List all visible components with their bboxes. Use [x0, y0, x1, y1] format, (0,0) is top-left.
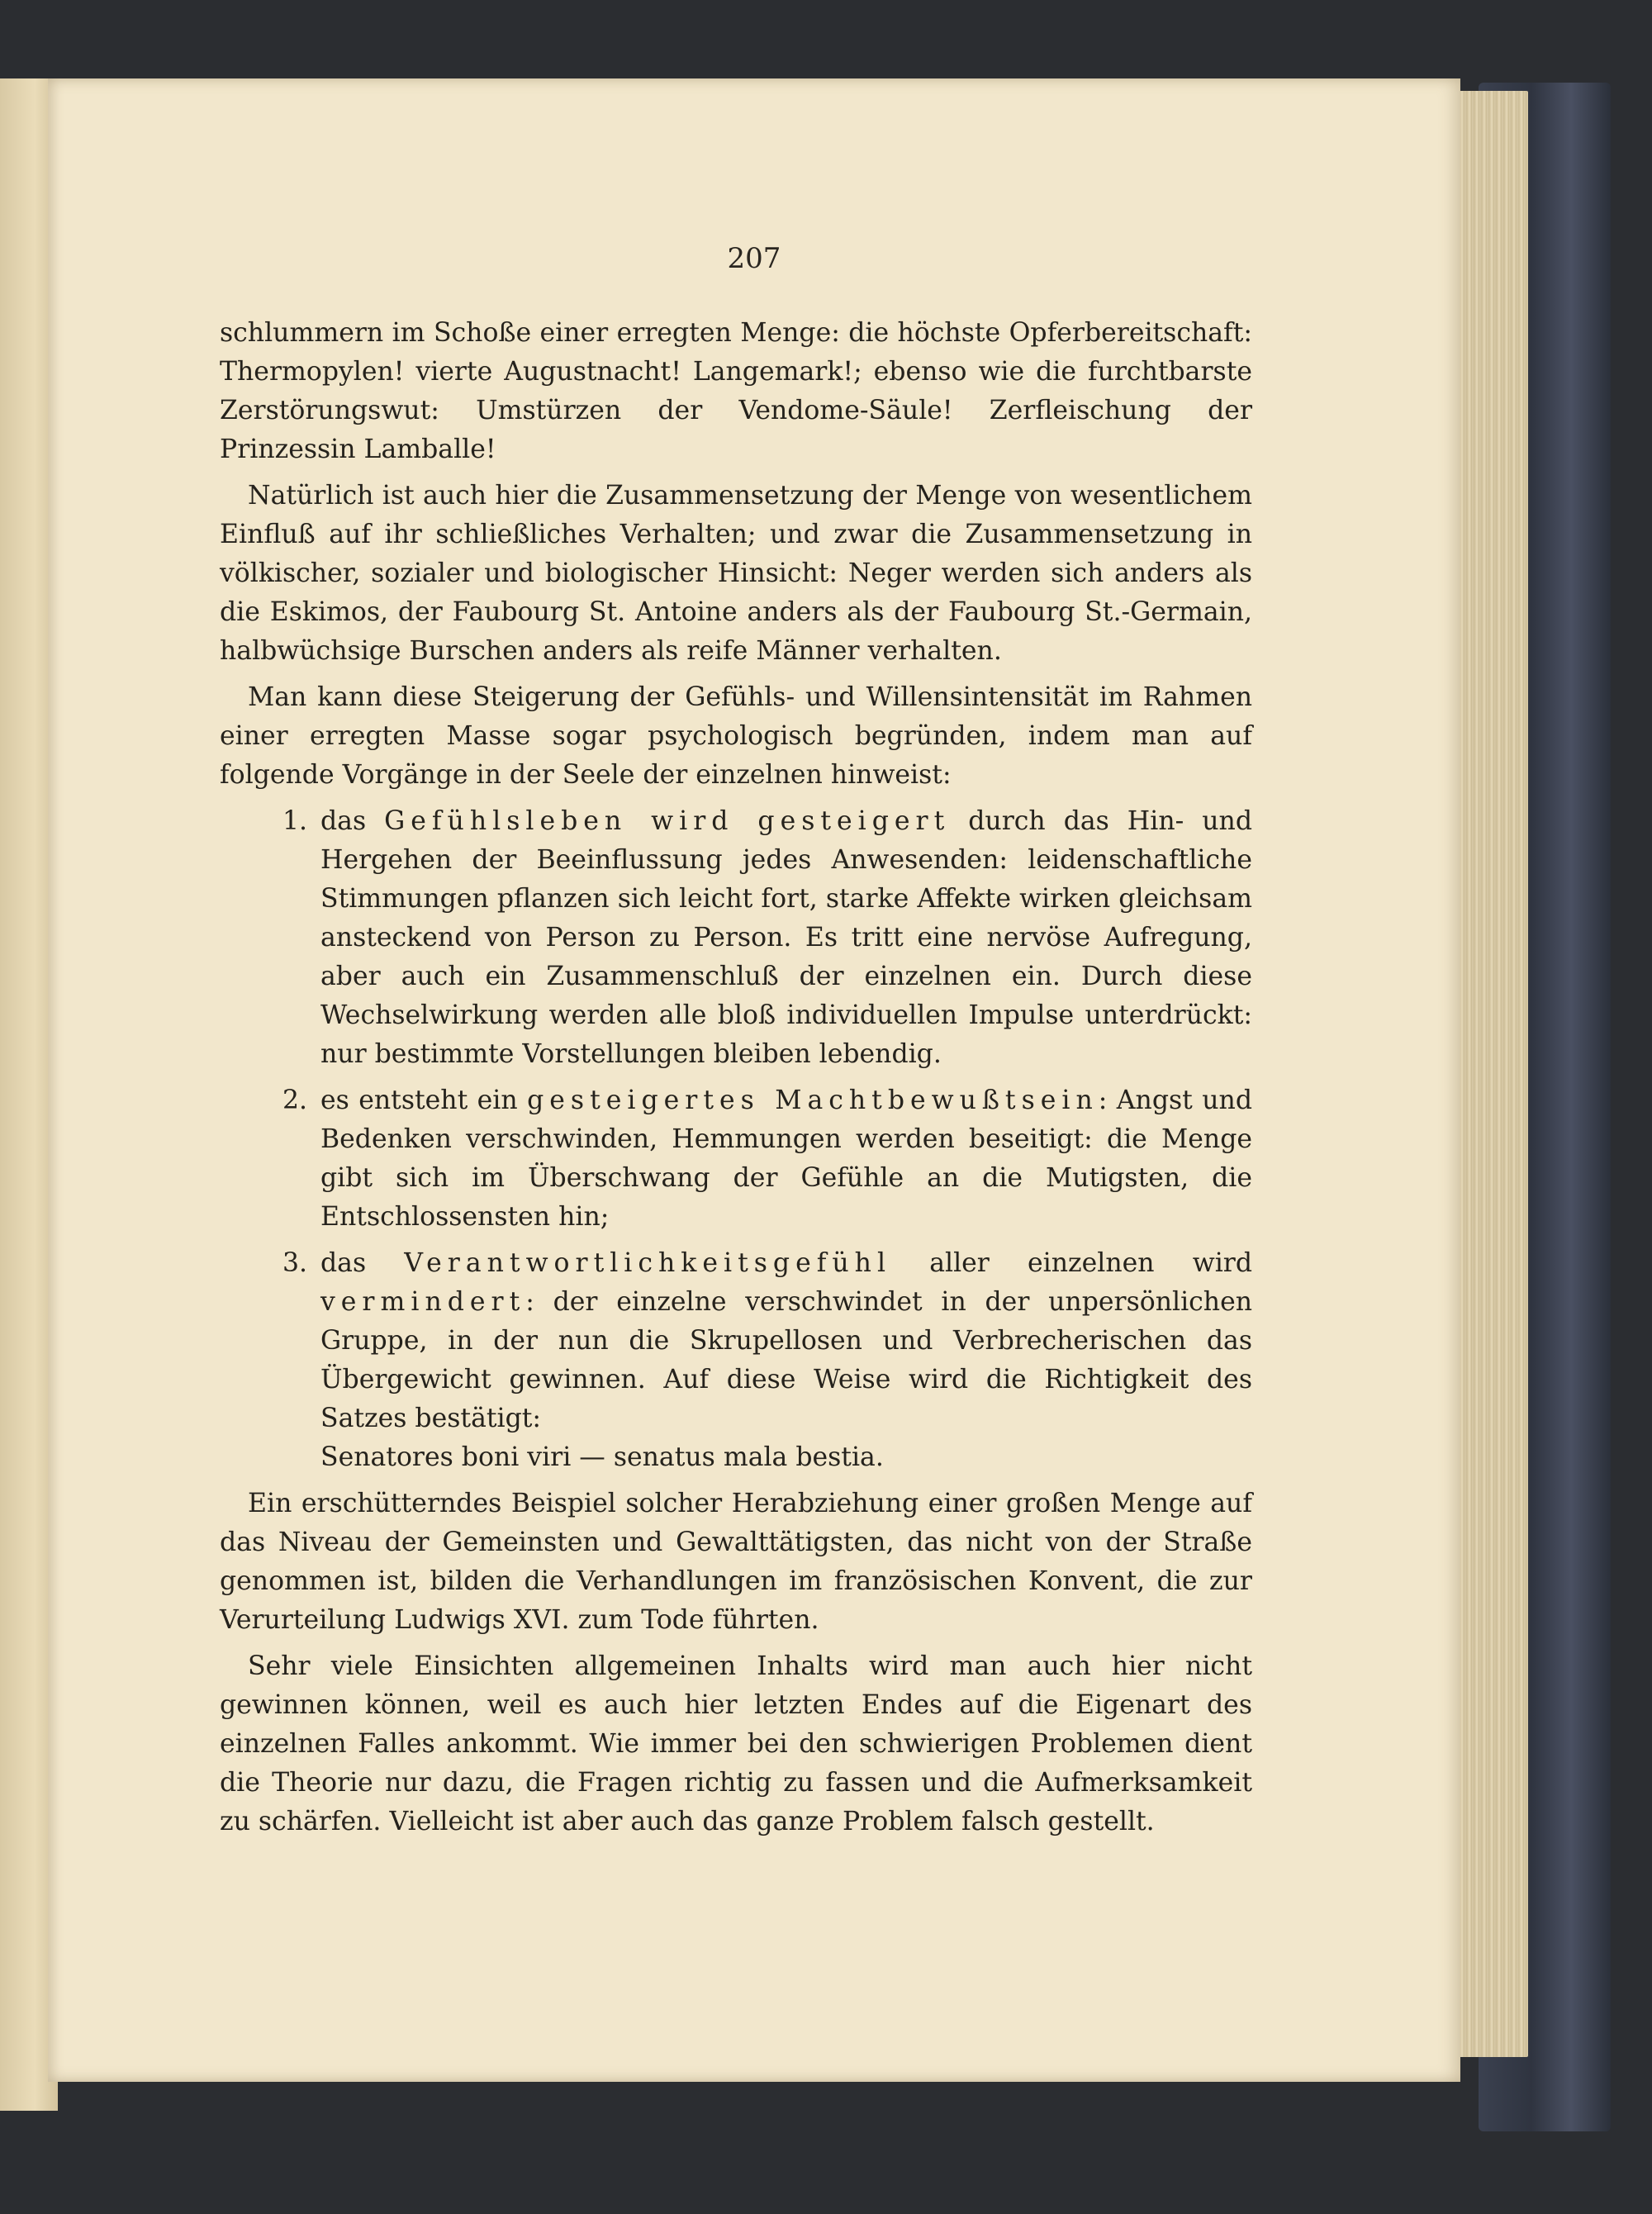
paragraph-4: Ein erschütterndes Beispiel solcher Herabziehung einer großen Menge auf das Niveau der Gemeinsten und Gewalttätigsten, das nicht von der Straße genommen ist, bilden die Verhandlungen im französischen Konvent, die zur Verurteilung Ludwigs XVI. zum Tode führten.	[220, 1489, 1252, 1635]
list-text: das	[320, 806, 385, 836]
book-page	[48, 78, 1460, 2082]
list-number: 3.	[282, 1248, 308, 1278]
latin-quote: Senatores boni viri — senatus mala bestia.	[320, 1442, 884, 1472]
list-text: durch das Hin- und Hergehen der Beeinflussung jedes Anwesenden: leidenschaftliche Stimmungen pflanzen sich leicht fort, starke Affekte wirken gleichsam ansteckend von Person zu Person. Es tritt eine nervöse Aufregung, aber auch ein Zusammenschluß der einzelnen ein. Durch diese Wechselwirkung werden alle bloß individuellen Impulse unterdrückt: nur bestimmte Vorstellungen bleiben lebendig.	[320, 806, 1252, 1069]
paragraph-2: Natürlich ist auch hier die Zusammensetzung der Menge von wesentlichem Einfluß auf ihr schließliches Verhalten; und zwar die Zusammensetzung in völkischer, sozialer und biologischer Hinsicht: Neger werden sich anders als die Eskimos, der Faubourg St. Antoine anders als der Faubourg St.-Germain, halbwüchsige Burschen anders als reife Männer verhalten.	[220, 481, 1252, 666]
paragraph-3: Man kann diese Steigerung der Gefühls- und Willensintensität im Rahmen einer erregten Masse sogar psychologisch begründen, indem man auf folgende Vorgänge in der Seele der einzelnen hinweist:	[220, 682, 1252, 790]
paragraph-1: schlummern im Schoße einer erregten Menge: die höchste Opferbereitschaft: Thermopylen! vierte Augustnacht! Langemark!; ebenso wie die furchtbarste Zerstörungswut: Umstürzen der Vendome-Säule! Zerfleischung der Prinzessin Lamballe!	[220, 318, 1252, 464]
emphasis-text: Gefühlsleben wird gesteigert	[384, 806, 951, 836]
emphasis-text: gesteigertes Machtbewußtsein	[527, 1086, 1099, 1115]
list-text: : der einzelne verschwindet in der unpersönlichen Gruppe, in der nun die Skrupellosen und Verbrecherischen das Übergewicht gewinnen. Auf diese Weise wird die Richtigkeit des Satzes bestätigt:	[320, 1287, 1252, 1433]
numbered-list	[220, 802, 1252, 1477]
list-item	[220, 1081, 1252, 1237]
list-text: das	[320, 1248, 405, 1278]
list-text: es entsteht ein	[320, 1086, 528, 1115]
list-number: 2.	[282, 1086, 308, 1115]
page-number: 207	[727, 242, 781, 275]
page-edges	[1450, 91, 1528, 2057]
list-text: : Angst und Bedenken verschwinden, Hemmungen werden beseitigt: die Menge gibt sich im Überschwang der Gefühle an die Mutigsten, die Entschlossensten hin;	[320, 1086, 1253, 1232]
list-text: aller einzelnen wird	[891, 1248, 1252, 1278]
emphasis-text: Verantwortlichkeitsgefühl	[404, 1248, 892, 1278]
emphasis-text: vermindert	[320, 1287, 526, 1317]
list-item	[220, 802, 1252, 1074]
list-number: 1.	[282, 806, 308, 836]
page-body	[220, 314, 1252, 1849]
list-item	[220, 1244, 1252, 1477]
paragraph-5: Sehr viele Einsichten allgemeinen Inhalts wird man auch hier nicht gewinnen können, weil es auch hier letzten Endes auf die Eigenart des einzelnen Falles ankommt. Wie immer bei den schwierigen Problemen dient die Theorie nur dazu, die Fragen richtig zu fassen und die Aufmerksamkeit zu schärfen. Vielleicht ist aber auch das ganze Problem falsch gestellt.	[220, 1651, 1252, 1836]
